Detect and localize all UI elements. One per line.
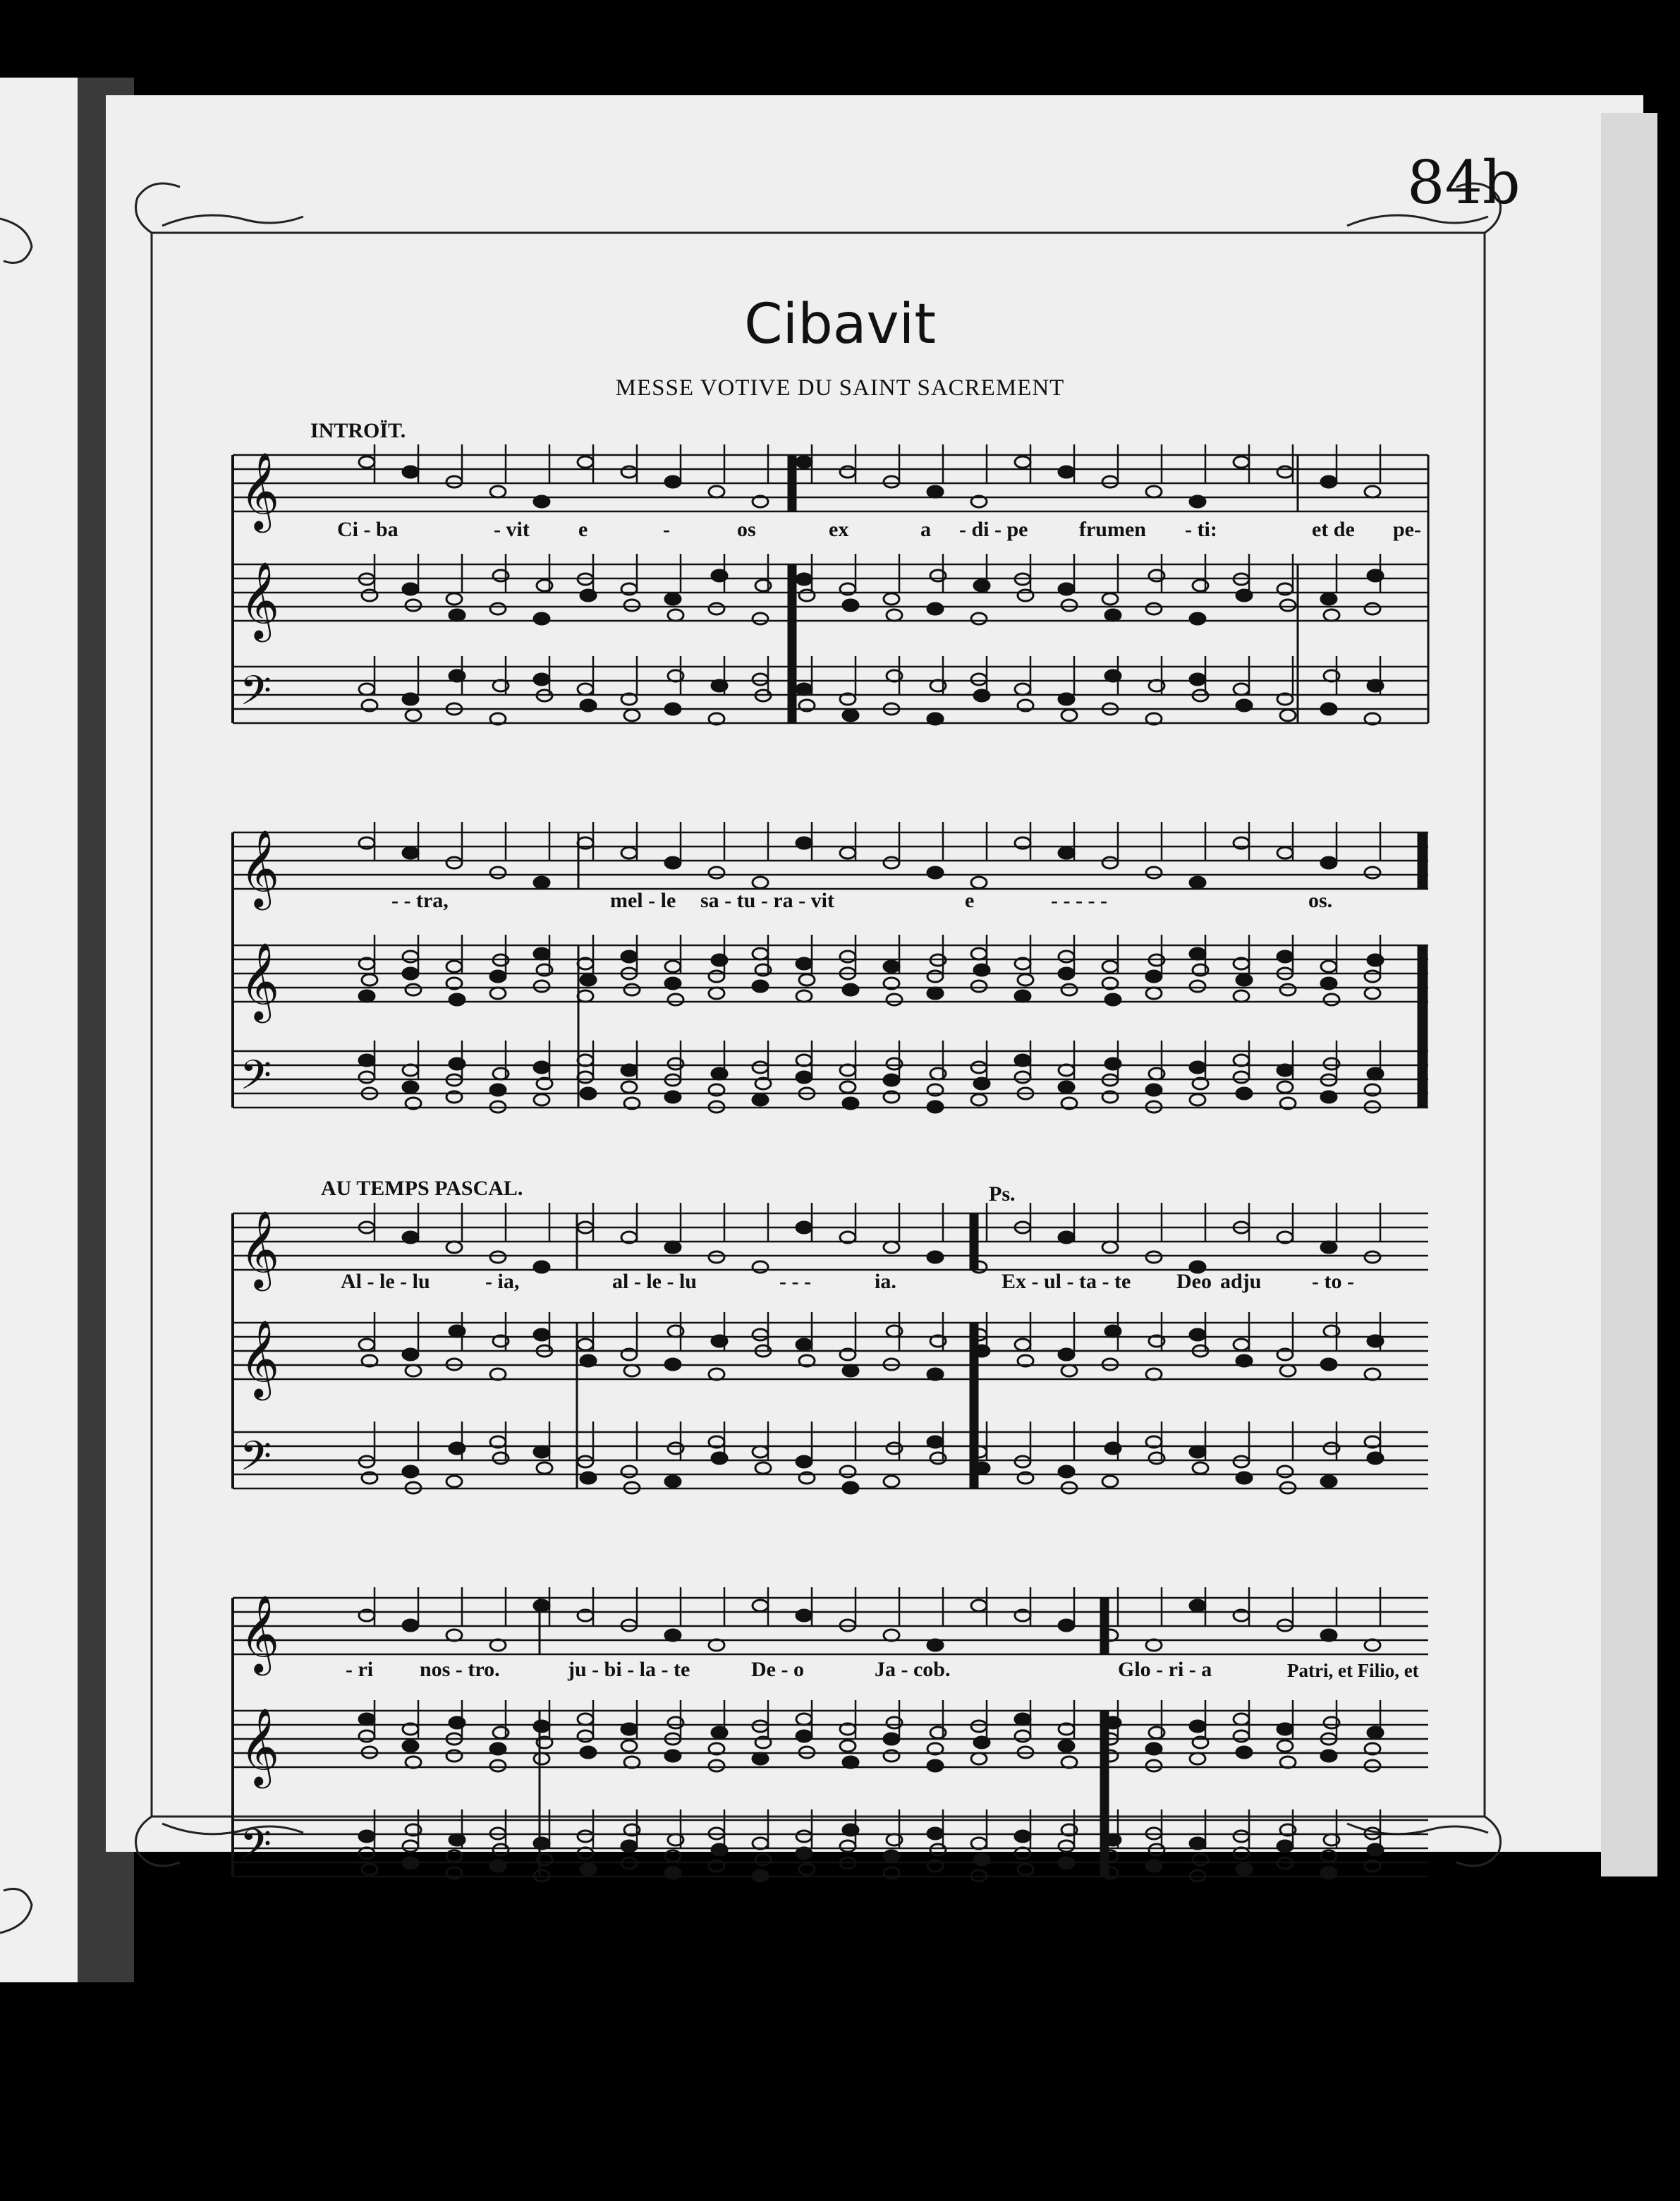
lyric-syllable: al - le - lu	[612, 1270, 697, 1293]
notehead	[1236, 1864, 1252, 1875]
notehead	[534, 674, 549, 685]
lyric-syllable: Ex - ul - ta - te	[1002, 1270, 1131, 1293]
notehead	[665, 1750, 681, 1762]
notehead	[665, 476, 681, 487]
lyric-syllable: Ja - cob.	[875, 1658, 951, 1681]
lyric-syllable: - to -	[1312, 1270, 1354, 1293]
notehead	[1321, 593, 1337, 605]
notehead	[534, 1261, 549, 1273]
section-label-psalm: Ps.	[989, 1182, 1016, 1206]
notehead	[884, 961, 899, 972]
notehead	[1190, 496, 1205, 507]
notehead	[796, 1339, 812, 1350]
lyric-syllable: - vit	[494, 518, 530, 541]
lyric-syllable: et de	[1312, 518, 1355, 541]
notehead	[927, 1101, 943, 1112]
notehead	[534, 1062, 549, 1073]
notehead	[796, 1848, 812, 1859]
bass-clef-icon: 𝄢	[240, 667, 272, 724]
notehead	[403, 583, 418, 595]
lyric-syllable: - - - - -	[1051, 889, 1107, 912]
notehead	[580, 1747, 596, 1758]
lyric-syllable: ex	[829, 518, 849, 541]
notehead	[359, 1055, 375, 1066]
notehead	[362, 1864, 377, 1875]
notehead	[403, 1620, 418, 1631]
notehead	[359, 990, 375, 1002]
notehead	[1236, 1472, 1252, 1484]
lyric-syllable: - ti:	[1185, 518, 1217, 541]
notehead	[1015, 1055, 1030, 1066]
notehead	[1059, 1232, 1074, 1243]
treble-clef-icon: 𝄞	[240, 1595, 280, 1673]
page-title: Cibavit	[744, 293, 936, 356]
notehead	[1321, 1867, 1337, 1879]
notehead	[1321, 476, 1337, 487]
treble-clef-icon: 𝄞	[240, 1320, 280, 1397]
notehead	[1015, 1831, 1030, 1842]
notehead	[580, 1864, 596, 1875]
page-subtitle: MESSE VOTIVE DU SAINT SACREMENT	[615, 375, 1065, 401]
notehead	[1321, 1630, 1337, 1641]
notehead	[927, 1828, 943, 1839]
bass-clef-icon: 𝄢	[240, 1432, 272, 1490]
notehead	[449, 610, 465, 621]
notehead	[665, 857, 681, 868]
treble-clef-icon: 𝄞	[240, 830, 280, 907]
notehead	[359, 1714, 375, 1725]
notehead	[1321, 1091, 1337, 1103]
notehead	[1015, 990, 1030, 1002]
notehead	[753, 1870, 768, 1881]
notehead	[665, 978, 681, 989]
notehead	[403, 1232, 418, 1243]
notehead	[359, 1831, 375, 1842]
treble-clef-icon: 𝄞	[240, 942, 280, 1020]
notehead	[1321, 1850, 1337, 1862]
lyric-syllable: mel - le	[610, 889, 676, 912]
notehead	[1277, 1065, 1293, 1076]
notehead	[1146, 971, 1162, 982]
lyric-syllable: - ri	[346, 1658, 374, 1681]
notehead	[884, 1733, 899, 1745]
notehead	[796, 684, 812, 695]
notehead	[1018, 1864, 1033, 1875]
lyric-syllable: frumen	[1079, 518, 1146, 541]
lyric-syllable: - di - pe	[959, 518, 1028, 541]
lyric-syllable: - - -	[779, 1270, 811, 1293]
lyric-syllable: e	[965, 889, 975, 912]
notehead	[753, 1753, 768, 1764]
notehead	[580, 974, 596, 986]
notehead	[1059, 1081, 1074, 1093]
notehead	[490, 1860, 506, 1872]
notehead	[1236, 1088, 1252, 1099]
notehead	[1236, 974, 1252, 986]
notehead	[1059, 1740, 1074, 1752]
notehead	[665, 703, 681, 715]
notehead	[490, 1084, 506, 1096]
treble-clef-icon: 𝄞	[240, 452, 280, 530]
notehead	[1277, 1841, 1293, 1852]
lyric-syllable: Deo	[1176, 1270, 1212, 1293]
lyric-syllable: Al - le - lu	[341, 1270, 430, 1293]
notehead	[927, 603, 943, 614]
lyric-syllable: a	[920, 518, 931, 541]
notehead	[534, 948, 549, 959]
section-label-introit: INTROÏT.	[310, 419, 406, 442]
notehead	[1321, 1242, 1337, 1253]
notehead	[1059, 1857, 1074, 1869]
notehead	[796, 1072, 812, 1083]
page-number: 84b	[1407, 148, 1521, 217]
notehead	[796, 1610, 812, 1621]
notehead	[927, 867, 943, 878]
notehead	[843, 710, 858, 721]
notehead	[843, 1482, 858, 1493]
notehead	[1105, 610, 1121, 621]
notehead	[1236, 1355, 1252, 1366]
notehead	[927, 1760, 943, 1771]
notehead	[974, 1462, 990, 1474]
notehead	[665, 1630, 681, 1641]
notehead	[927, 1251, 943, 1263]
notehead	[534, 1446, 549, 1457]
notehead	[403, 1857, 418, 1869]
notehead	[665, 1867, 681, 1879]
lyric-syllable: Glo - ri - a	[1118, 1658, 1212, 1681]
notehead	[1190, 1721, 1205, 1732]
notehead	[927, 1436, 943, 1448]
notehead	[621, 1841, 637, 1852]
lyric-syllable: ia.	[875, 1270, 896, 1293]
notehead	[534, 1600, 549, 1611]
notehead	[534, 877, 549, 888]
notehead	[884, 1850, 899, 1862]
notehead	[796, 1730, 812, 1742]
notehead	[843, 984, 858, 995]
lyric-syllable: De - o	[751, 1658, 804, 1681]
notehead	[1059, 466, 1074, 478]
notehead	[580, 700, 596, 711]
notehead	[843, 600, 858, 611]
notehead	[927, 1369, 943, 1380]
notehead	[1190, 948, 1205, 959]
notehead	[1236, 1747, 1252, 1758]
lyric-syllable: Patri, et Filio, et	[1287, 1660, 1419, 1681]
notehead	[534, 496, 549, 507]
notehead	[796, 1222, 812, 1233]
notehead	[796, 456, 812, 468]
notehead	[1321, 703, 1337, 715]
notehead	[974, 1078, 990, 1089]
notehead	[1190, 1838, 1205, 1849]
notehead	[1059, 583, 1074, 595]
notehead	[534, 1329, 549, 1340]
notehead	[403, 1740, 418, 1752]
notehead	[1146, 1743, 1162, 1754]
lyric-syllable: nos - tro.	[420, 1658, 500, 1681]
notehead	[1059, 968, 1074, 979]
notehead	[1321, 1476, 1337, 1487]
notehead	[621, 951, 637, 962]
notehead	[843, 1365, 858, 1376]
notehead	[799, 1864, 815, 1875]
notehead	[1190, 613, 1205, 624]
bass-clef-icon: 𝄢	[240, 1820, 272, 1878]
notehead	[843, 1098, 858, 1109]
notehead	[1277, 951, 1293, 962]
notehead	[1321, 1750, 1337, 1762]
bass-clef-icon: 𝄢	[240, 1051, 272, 1109]
notehead	[665, 1476, 681, 1487]
notehead	[580, 1088, 596, 1099]
notehead	[1146, 1084, 1162, 1096]
notehead	[1190, 877, 1205, 888]
lyric-syllable: ju - bi - la - te	[568, 1658, 690, 1681]
notehead	[755, 1854, 771, 1865]
lyric-syllable: - - tra,	[391, 889, 449, 912]
notehead	[1236, 700, 1252, 711]
treble-clef-icon: 𝄞	[240, 1708, 280, 1785]
notehead	[1321, 978, 1337, 989]
lyric-syllable: sa - tu - ra - vit	[700, 889, 834, 912]
notehead	[446, 1850, 462, 1862]
notehead	[927, 1639, 943, 1651]
notehead	[403, 693, 418, 705]
notehead	[534, 1721, 549, 1732]
lyric-syllable: adju	[1220, 1270, 1262, 1293]
notehead	[1059, 1620, 1074, 1631]
notehead	[1015, 1714, 1030, 1725]
treble-clef-icon: 𝄞	[240, 1211, 280, 1288]
notehead	[1321, 857, 1337, 868]
notehead	[1190, 1446, 1205, 1457]
notehead	[490, 971, 506, 982]
notehead	[621, 1723, 637, 1735]
notehead	[449, 994, 465, 1005]
notehead	[843, 1757, 858, 1768]
notehead	[1190, 1329, 1205, 1340]
left-page-edge	[0, 78, 78, 1982]
lyric-syllable: pe-	[1393, 518, 1421, 541]
notehead	[665, 1091, 681, 1103]
lyric-syllable: e	[578, 518, 588, 541]
notehead	[621, 1065, 637, 1076]
section-label-paschal: AU TEMPS PASCAL.	[321, 1177, 523, 1200]
notehead	[580, 1472, 596, 1484]
notehead	[796, 574, 812, 585]
lyric-syllable: Ci - ba	[337, 518, 398, 541]
notehead	[534, 613, 549, 624]
notehead	[927, 988, 943, 999]
notehead	[580, 1355, 596, 1366]
notehead	[1105, 994, 1121, 1005]
notehead	[1059, 847, 1074, 859]
notehead	[665, 1850, 681, 1862]
notehead	[403, 1349, 418, 1360]
notehead	[753, 981, 768, 992]
notehead	[403, 847, 418, 859]
notehead	[796, 1456, 812, 1467]
notehead	[796, 958, 812, 969]
notehead	[1190, 674, 1205, 685]
notehead	[1277, 1723, 1293, 1735]
notehead	[1193, 1854, 1208, 1865]
notehead	[1190, 1600, 1205, 1611]
notehead	[927, 486, 943, 497]
notehead	[665, 1242, 681, 1253]
notehead	[1059, 693, 1074, 705]
lyric-syllable: - ia,	[485, 1270, 520, 1293]
notehead	[796, 837, 812, 849]
notehead	[1146, 1860, 1162, 1872]
notehead	[403, 1081, 418, 1093]
treble-clef-icon: 𝄞	[240, 562, 280, 639]
notehead	[403, 968, 418, 979]
lyric-syllable: -	[663, 518, 670, 541]
notehead	[534, 1838, 549, 1849]
notehead	[1059, 1349, 1074, 1360]
notehead	[490, 1743, 506, 1754]
lyric-syllable: os.	[1308, 889, 1333, 912]
notehead	[884, 1074, 899, 1086]
notehead	[665, 1359, 681, 1370]
notehead	[927, 713, 943, 724]
lyric-syllable: os	[737, 518, 756, 541]
notehead	[1190, 1062, 1205, 1073]
notehead	[1321, 1359, 1337, 1370]
notehead	[665, 593, 681, 605]
notehead	[974, 1854, 990, 1865]
notehead	[403, 466, 418, 478]
notehead	[1059, 1466, 1074, 1477]
notehead	[403, 1466, 418, 1477]
notehead	[753, 1094, 768, 1105]
